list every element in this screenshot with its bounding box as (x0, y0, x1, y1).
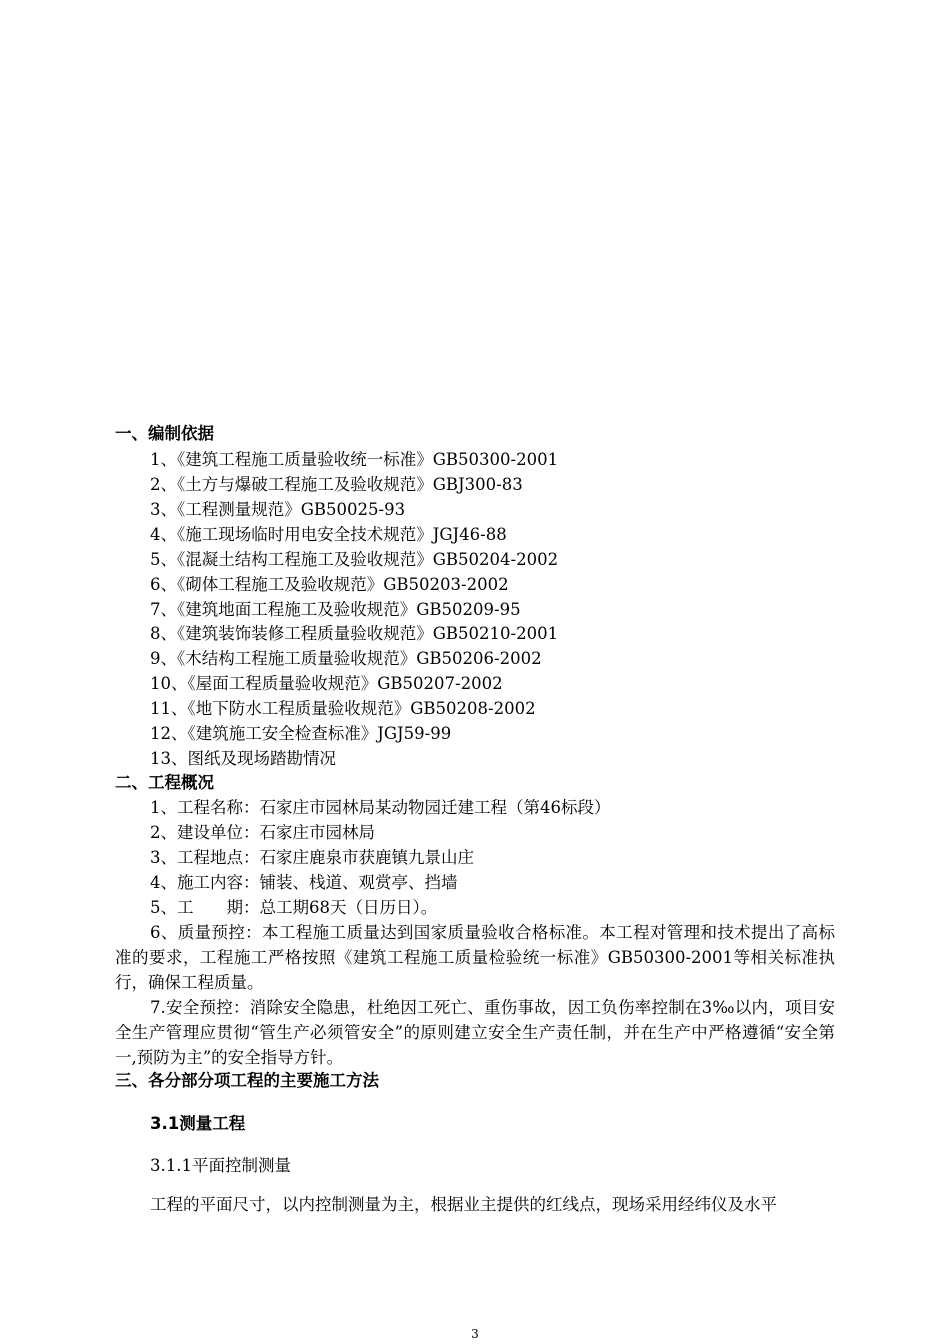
section-heading-basis: 一、编制依据 (115, 424, 214, 443)
list-item: 6、《砌体工程施工及验收规范》GB50203-2002 (150, 575, 509, 594)
list-item: 2、《土方与爆破工程施工及验收规范》GBJ300-83 (150, 475, 523, 494)
list-item: 1、工程名称：石家庄市园林局某动物园迁建工程（第46标段） (150, 798, 611, 817)
list-item: 11、《地下防水工程质量验收规范》GB50208-2002 (150, 699, 536, 718)
list-item: 5、《混凝土结构工程施工及验收规范》GB50204-2002 (150, 550, 559, 569)
list-item: 2、建设单位：石家庄市园林局 (150, 823, 375, 842)
body-paragraph: 工程的平面尺寸，以内控制测量为主，根据业主提供的红线点，现场采用经纬仪及水平 (150, 1195, 777, 1214)
list-item: 13、图纸及现场踏勘情况 (150, 749, 336, 768)
page-number: 3 (471, 1327, 479, 1341)
quality-control-paragraph: 6、质量预控：本工程施工质量达到国家质量验收合格标准。本工程对管理和技术提出了高标准的要求，工程施工严格按照《建筑工程施工质量检验统一标准》GB50300-2001等相关标准执行，确保工程质量。 (115, 923, 835, 992)
list-item: 12、《建筑施工安全检查标准》JGJ59-99 (150, 724, 452, 743)
list-item: 1、《建筑工程施工质量验收统一标准》GB50300-2001 (150, 450, 559, 469)
list-item: 4、《施工现场临时用电安全技术规范》JGJ46-88 (150, 525, 507, 544)
safety-control-paragraph: 7.安全预控：消除安全隐患，杜绝因工死亡、重伤事故，因工负伤率控制在3‰以内，项目安全生产管理应贯彻“管生产必须管安全”的原则建立安全生产责任制，并在生产中严格遵循“安全第一,预防为主”的安全指导方针。 (115, 998, 835, 1067)
list-item: 4、施工内容：铺装、栈道、观赏亭、挡墙 (150, 873, 458, 892)
list-item: 3、工程地点：石家庄鹿泉市获鹿镇九景山庄 (150, 848, 474, 867)
section-heading-methods: 三、各分部分项工程的主要施工方法 (115, 1071, 379, 1090)
list-item: 3、《工程测量规范》GB50025-93 (150, 500, 406, 519)
list-item: 8、《建筑装饰装修工程质量验收规范》GB50210-2001 (150, 624, 559, 643)
list-item: 7、《建筑地面工程施工及验收规范》GB50209-95 (150, 600, 521, 619)
sub-sub-heading-plane-control: 3.1.1平面控制测量 (150, 1156, 291, 1175)
list-item: 5、工 期：总工期68天（日历日）。 (150, 898, 438, 917)
section-heading-overview: 二、工程概况 (115, 773, 214, 792)
list-item: 9、《木结构工程施工质量验收规范》GB50206-2002 (150, 649, 542, 668)
sub-heading-surveying: 3.1测量工程 (150, 1114, 246, 1133)
list-item: 10、《屋面工程质量验收规范》GB50207-2002 (150, 674, 503, 693)
